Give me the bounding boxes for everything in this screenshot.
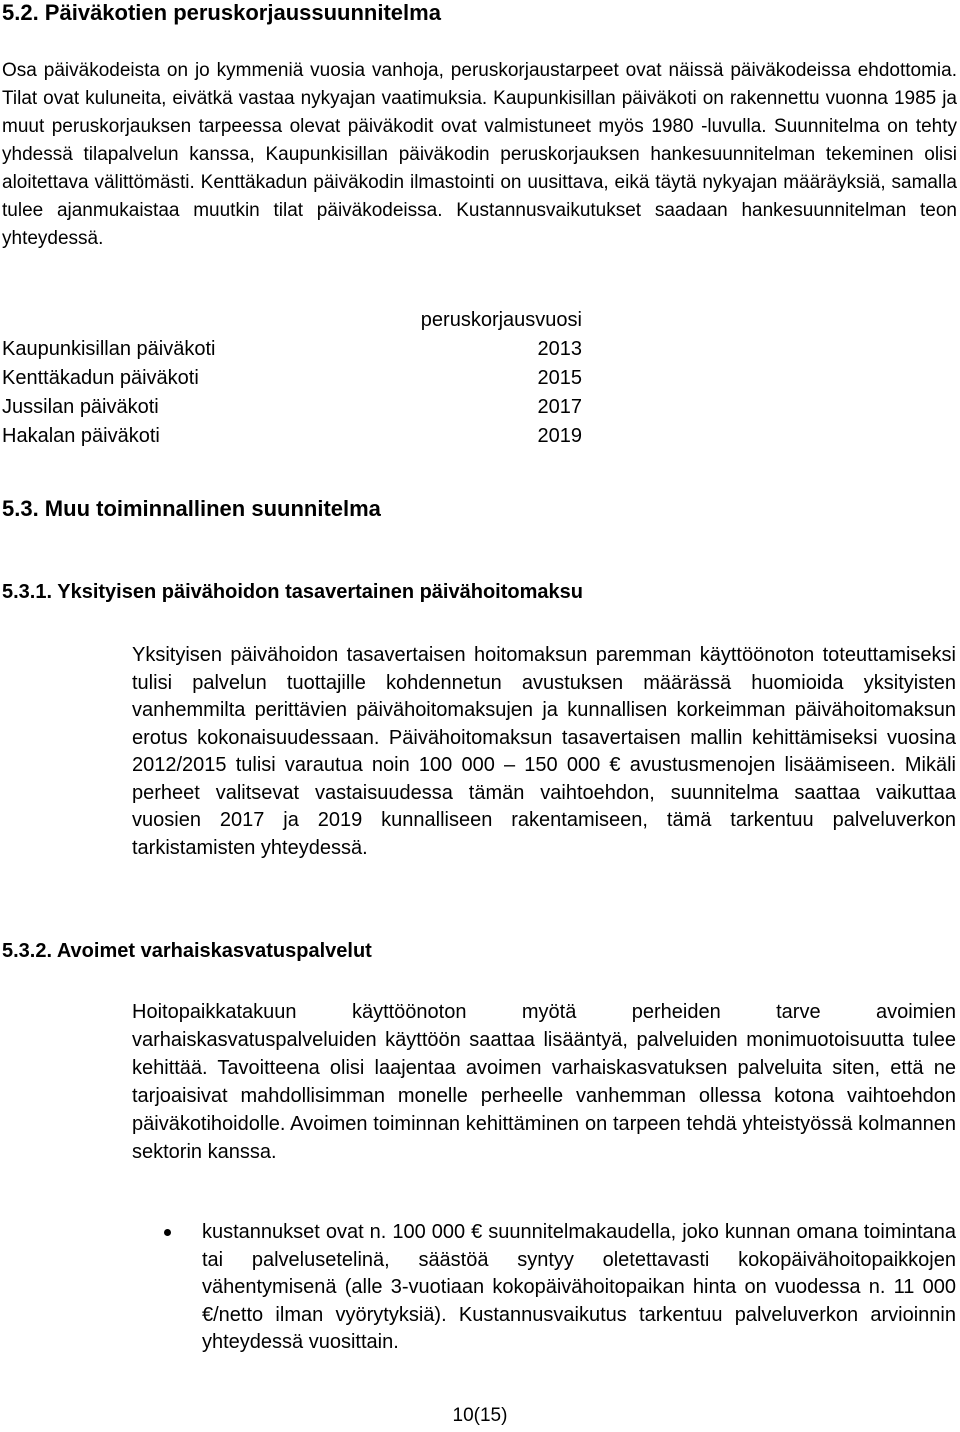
subsection2-paragraph: Hoitopaikkatakuun käyttöönoton myötä perheiden tarve avoimien varhaiskasvatuspalveluiden käyttöön saattaa lisääntyä, palveluiden monimuotoisuutta tulee kehittää. Tavoitteena olisi laajentaa avoimen varhaiskasvatuksen palveluita siten, että ne tarjoaisivat mahdollisimman monelle perheelle vanhemman ollessa kotona vaihtoehdon päiväkotihoidolle. Avoimen toiminnan kehittäminen on tarpeen tehdä yhteistyössä kolmannen sektorin kanssa.: [132, 1001, 956, 1163]
list-item: [132, 1219, 956, 1357]
table-header-row: [2, 306, 582, 335]
renovation-year: 2015: [537, 367, 582, 389]
daycare-name: Hakalan päiväkoti: [2, 425, 160, 447]
subsection1-heading: 5.3.1. Yksityisen päivähoidon tasavertainen päivähoitomaksu: [2, 581, 583, 603]
renovation-year: 2019: [537, 425, 582, 447]
table-row: [2, 364, 582, 393]
table-column-header: peruskorjausvuosi: [420, 309, 582, 331]
page-number: 10(15): [452, 1405, 508, 1426]
table-row: [2, 422, 582, 451]
renovation-table: [2, 306, 582, 451]
table-row: [2, 393, 582, 422]
bullet-list: [132, 1219, 956, 1357]
renovation-year: 2013: [537, 338, 582, 360]
section-heading: 5.2. Päiväkotien peruskorjaussuunnitelma: [2, 0, 441, 25]
subsection1-paragraph: Yksityisen päivähoidon tasavertaisen hoitomaksun paremman käyttöönoton toteuttamiseksi tulisi palvelun tuottajille kohdennetun avustuksen määrässä huomioida yksityisten vanhemmilta perittävien päivähoitomaksujen ja kunnallisen korkeimman päivähoitomaksun erotus kokonaisuudessaan. Päivähoitomaksun tasavertaisen mallin kehittämiseksi vuosina 2012/2015 tulisi varautua noin 100 000 – 150 000 € avustusmenojen lisäämiseen. Mikäli perheet valitsevat vastaisuudessa tämän vaihtoehdon, suunnitelma saattaa vaikuttaa vuosien 2017 ja 2019 kunnalliseen rakentamiseen, tämä tarkentuu palveluverkon tarkistamisten yhteydessä.: [132, 644, 956, 859]
daycare-name: Kaupunkisillan päiväkoti: [2, 338, 216, 360]
daycare-name: Jussilan päiväkoti: [2, 396, 159, 418]
list-item-text: kustannukset ovat n. 100 000 € suunnitelmakaudella, joko kunnan omana toimintana tai palvelusetelinä, säästöä syntyy oletettavasti kokopäivähoitopaikkojen vähentymisenä (alle 3-vuotiaan kokopäivähoitopaikan hinta on vuodessa n. 11 000 €/netto ilman vyörytyksiä). Kustannusvaikutus tarkentuu palveluverkon arvioinnin yhteydessä vuosittain.: [202, 1221, 956, 1354]
renovation-year: 2017: [537, 396, 582, 418]
table-row: [2, 335, 582, 364]
daycare-name: Kenttäkadun päiväkoti: [2, 367, 199, 389]
table-header-empty: [2, 306, 332, 335]
section2-heading: 5.3. Muu toiminnallinen suunnitelma: [2, 496, 381, 521]
bullet-icon: [164, 1229, 171, 1236]
subsection2-heading: 5.3.2. Avoimet varhaiskasvatuspalvelut: [2, 940, 372, 962]
intro-paragraph: Osa päiväkodeista on jo kymmeniä vuosia vanhoja, peruskorjaustarpeet ovat näissä päiväkodeissa ehdottomia. Tilat ovat kuluneita, eivätkä vastaa nykyajan vaatimuksia. Kaupunkisillan päiväkoti on rakennettu vuonna 1985 ja muut peruskorjauksen tarpeessa olevat päiväkodit ovat valmistuneet myös 1980 -luvulla. Suunnitelma on tehty yhdessä tilapalvelun kanssa, Kaupunkisillan päiväkodin peruskorjauksen hankesuunnitelman tekeminen olisi aloitettava välittömästi. Kenttäkadun päiväkodin ilmastointi on uusittava, eikä täytä nykyajan määräyksiä, samalla tulee ajanmukaistaa muutkin tilat päiväkodeissa. Kustannusvaikutukset saadaan hankesuunnitelman teon yhteydessä.: [2, 60, 957, 249]
